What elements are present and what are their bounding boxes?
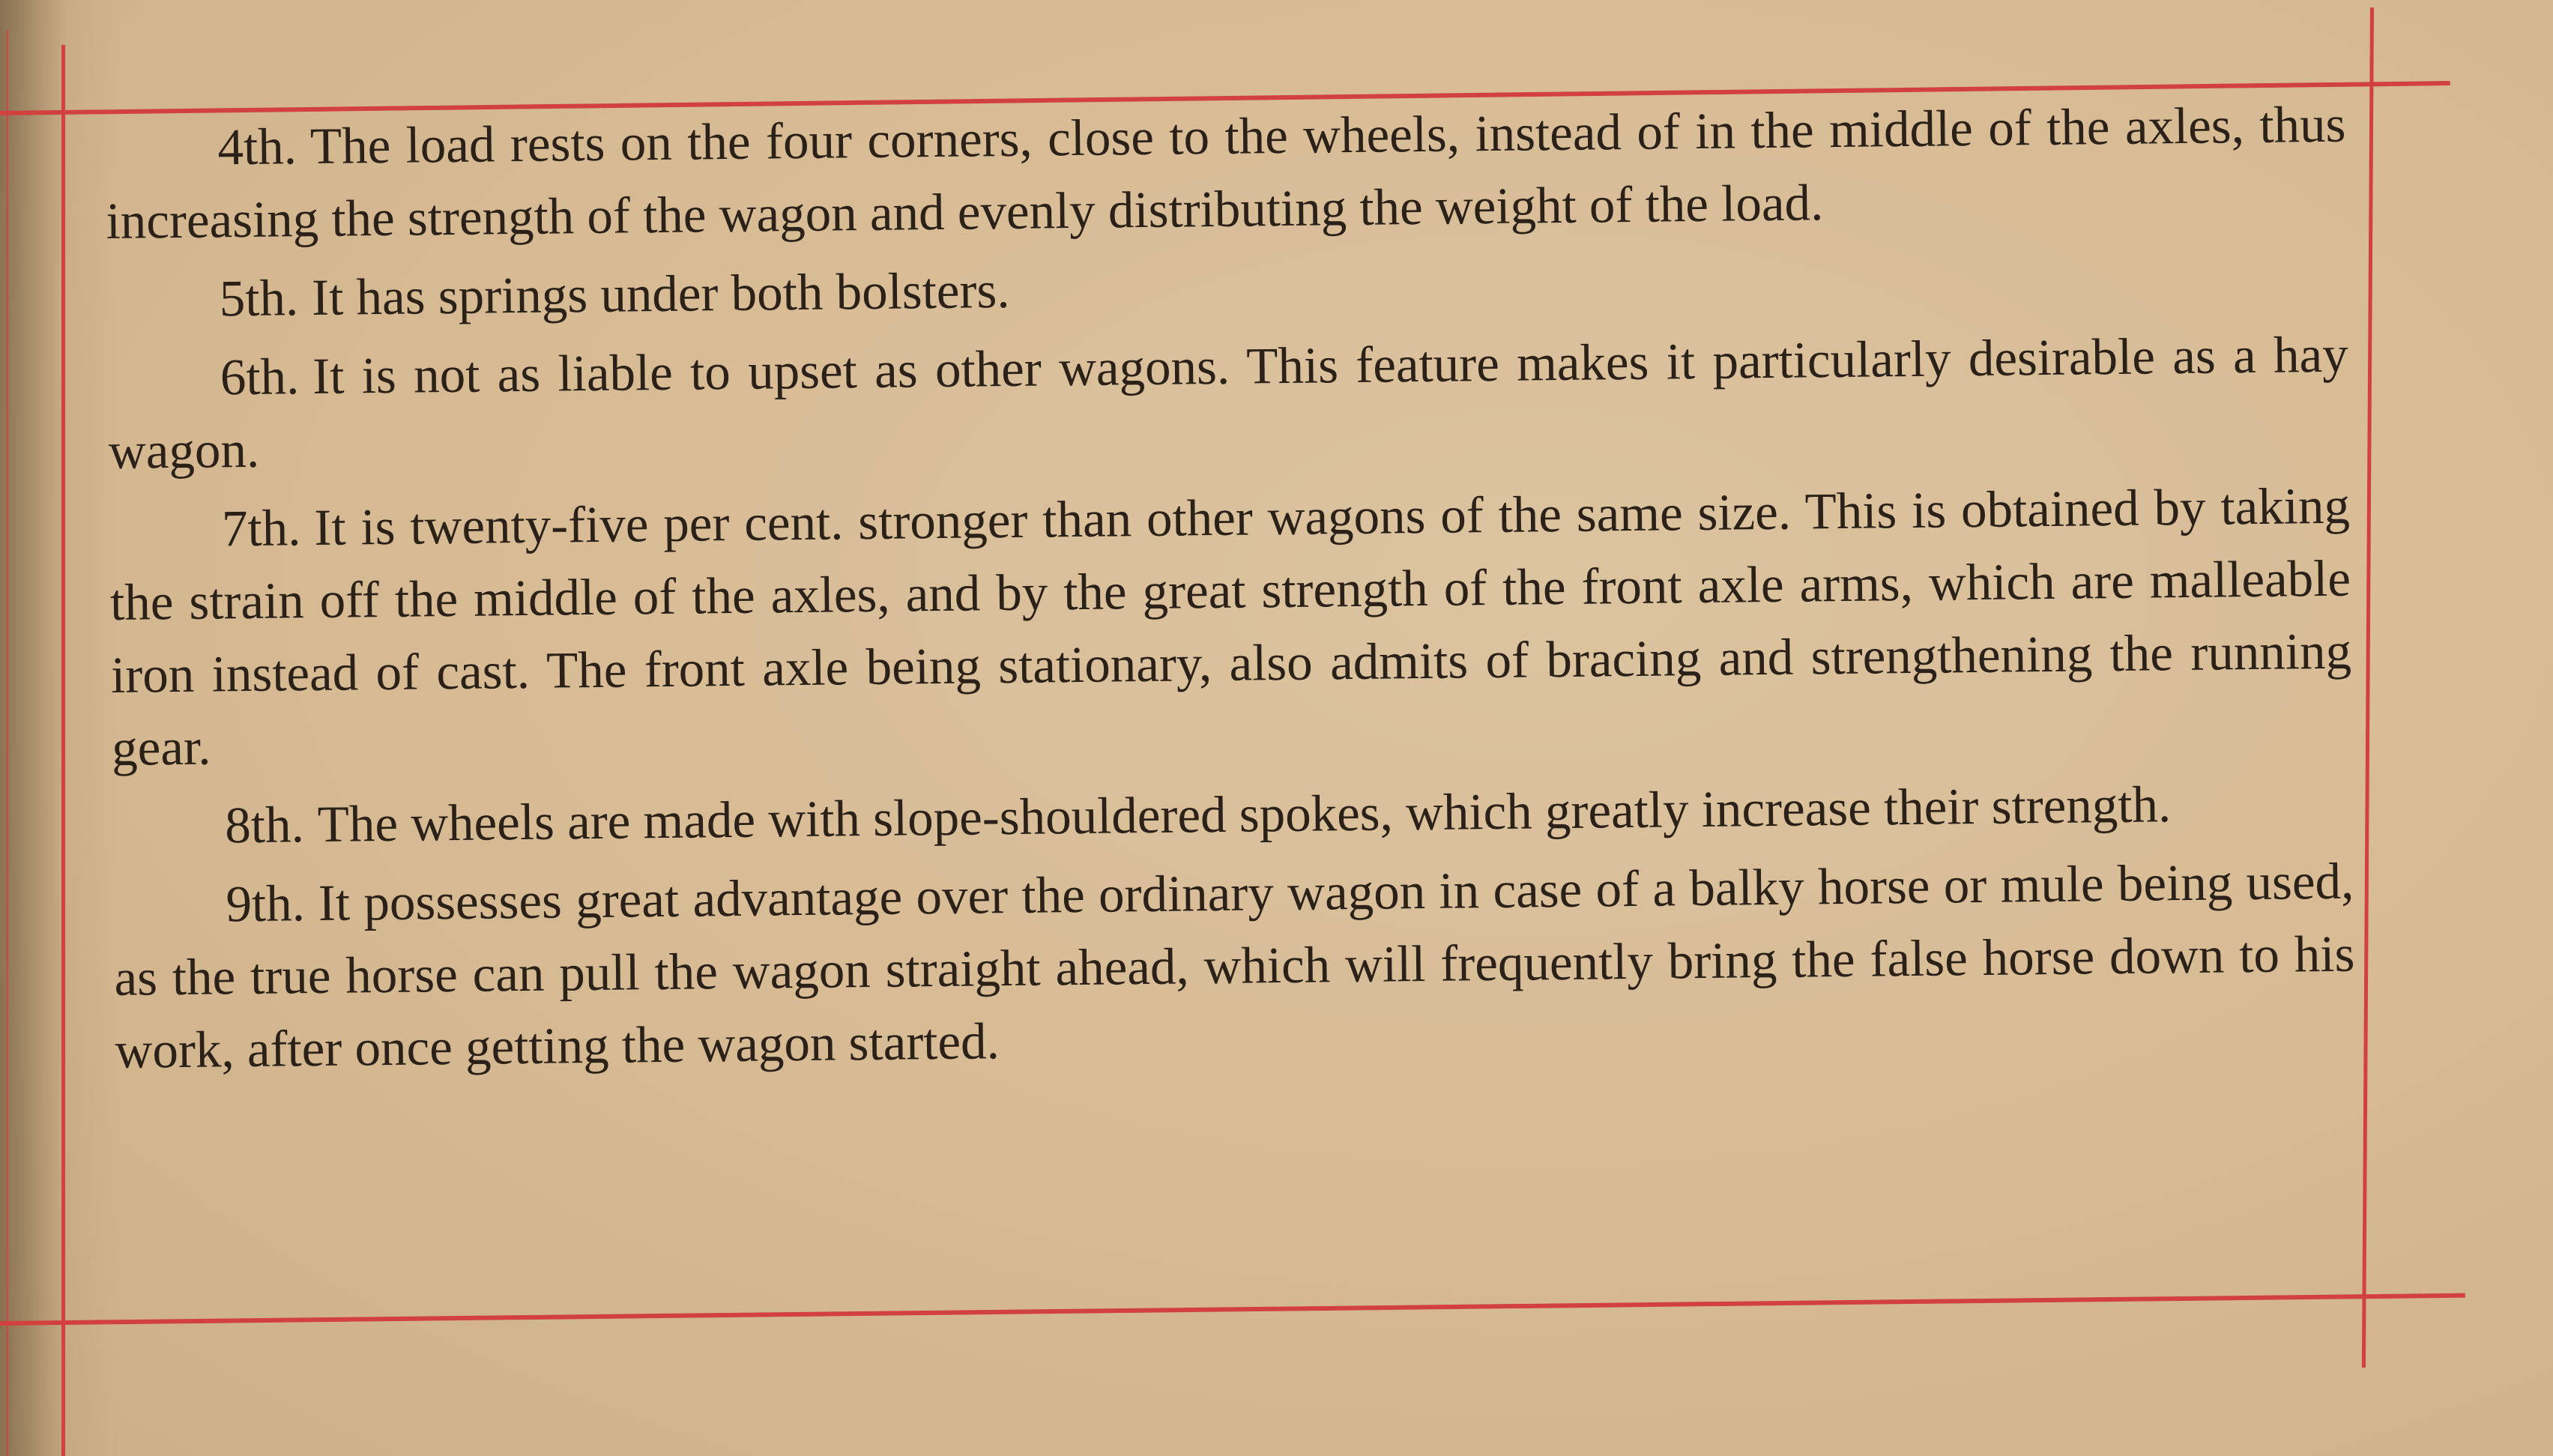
paragraph-number: 8th. [224,796,305,854]
paragraph-4th [105,88,2347,258]
paragraph-9th [113,845,2356,1087]
paragraph-number: 9th. [226,874,306,933]
paragraph-6th [107,318,2349,488]
paragraph-text: It has springs under both bolsters. [311,261,1010,327]
paragraph-text: It possesses great advantage over the ordinary wagon in case of a balky horse or mule being used, as the true horse can pull the wagon straight ahead, which will frequently bring the false horse down to his work, after once getting the wagon started. [114,852,2355,1079]
binding-gutter [0,0,67,1456]
margin-rule-bottom [0,1293,2465,1326]
margin-rule-right [2362,7,2374,1368]
paragraph-number: 7th. [221,499,301,558]
paragraph-7th [109,470,2353,785]
paragraph-number: 5th. [219,269,299,327]
paragraph-text: It is not as liable to upset as other wagons. This feature makes it particularly desirable as a hay wagon. [108,325,2349,480]
paragraph-text: The wheels are made with slope-shouldered spokes, which greatly increase their strength. [317,776,2172,853]
paragraph-text: The load rests on the four corners, close to the wheels, instead of in the middle of the axles, thus increasing the strength of the wagon and evenly distributing the weight of the load. [106,95,2346,250]
paragraph-text: It is twenty-five per cent. stronger than other wagons of the same size. This is obtained by taking the strain off the middle of the axles, and by the great strength of the front axle arms, which are malleable iron instead of cast. The front axle being stationary, also admits of bracing and strengthening the running gear. [109,477,2352,776]
paragraph-number: 6th. [220,348,300,406]
margin-rule-left [61,45,65,1456]
margin-rule-outer [6,30,8,1456]
text-block [105,88,2356,1093]
paragraph-number: 4th. [217,118,297,176]
